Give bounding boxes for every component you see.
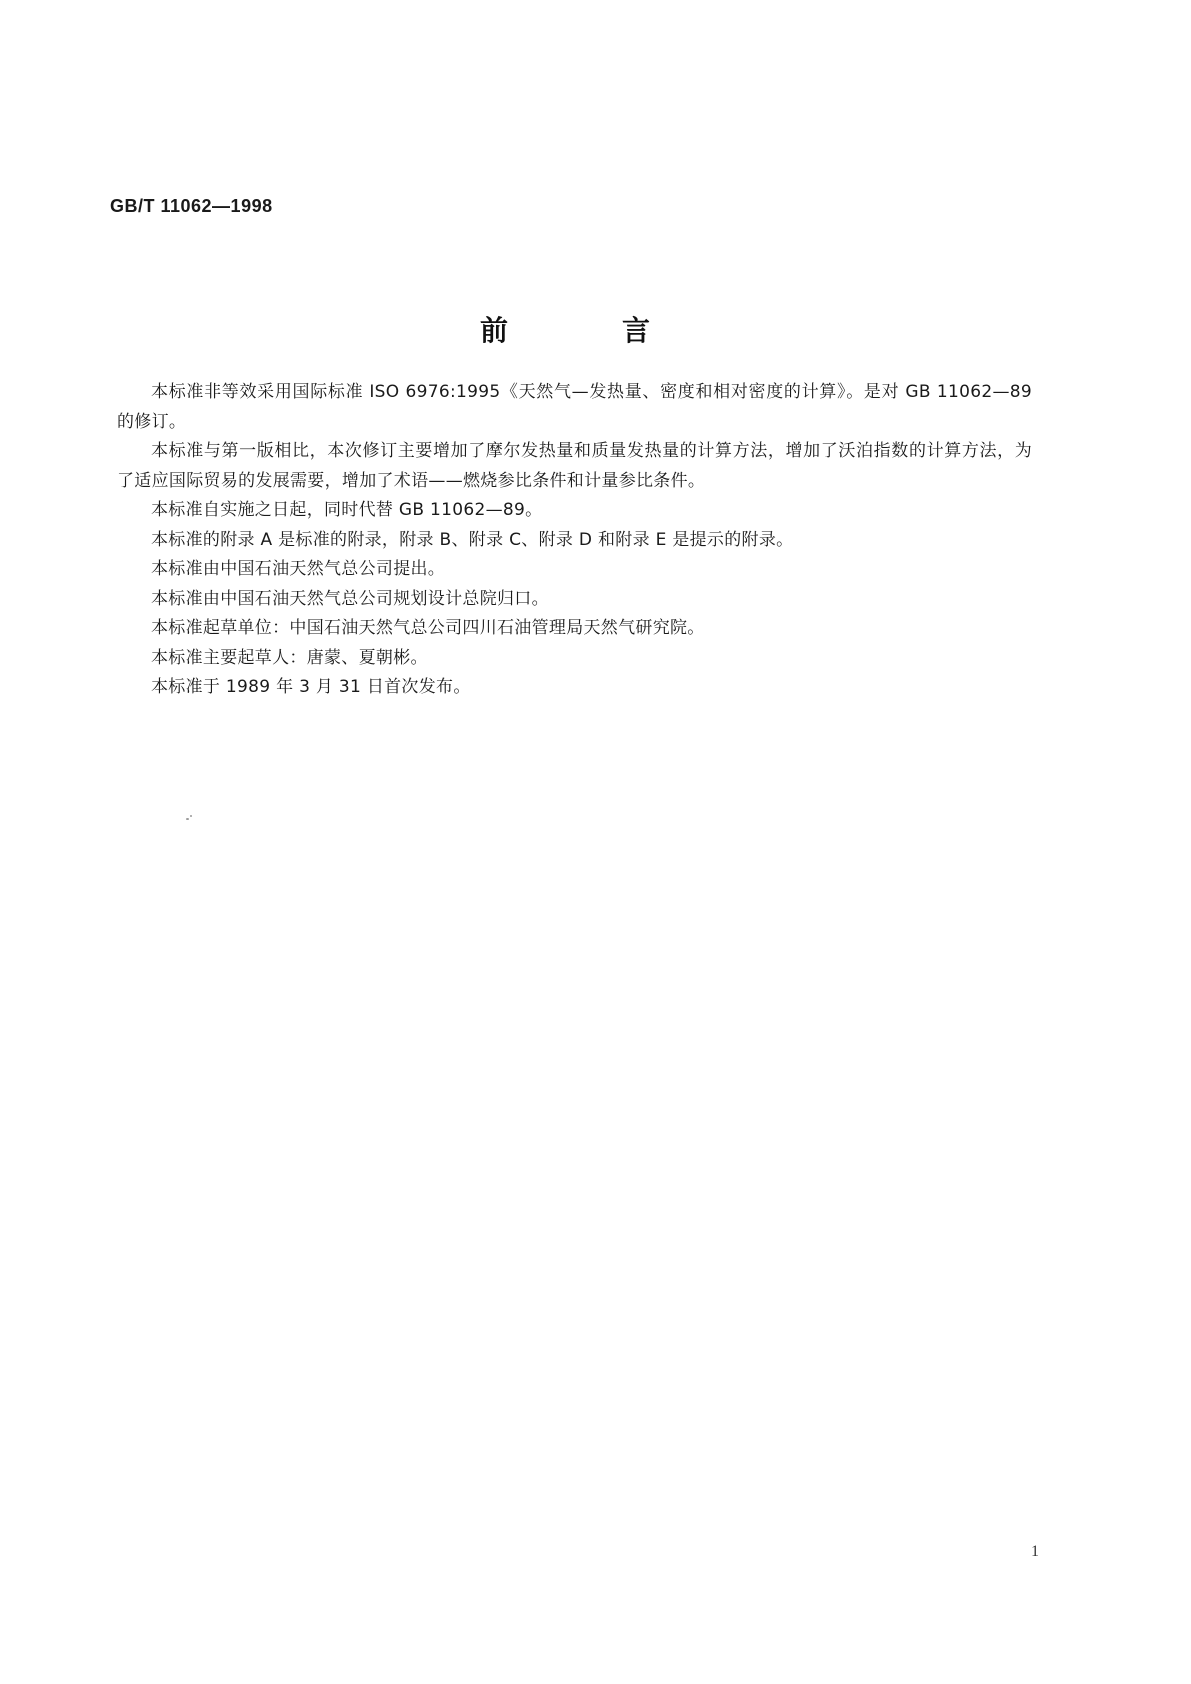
scan-speck — [186, 818, 189, 820]
paragraph-revision-changes: 本标准与第一版相比，本次修订主要增加了摩尔发热量和质量发热量的计算方法，增加了沃泊指数的计算方法，为了适应国际贸易的发展需要，增加了术语——燃烧参比条件和计量参比条件。 — [117, 441, 1032, 491]
page-number: 1 — [1031, 1543, 1039, 1560]
paragraph-responsible-body: 本标准由中国石油天然气总公司规划设计总院归口。 — [151, 588, 549, 609]
paragraph-drafters: 本标准主要起草人：唐蒙、夏朝彬。 — [151, 647, 428, 668]
paragraph-replacement: 本标准自实施之日起，同时代替 GB 11062—89。 — [151, 500, 543, 520]
paragraph-annexes: 本标准的附录 A 是标准的附录，附录 B、附录 C、附录 D 和附录 E 是提示的附录。 — [151, 529, 794, 550]
title-char-left: 前 — [480, 314, 509, 347]
paragraph-proposer: 本标准由中国石油天然气总公司提出。 — [151, 559, 446, 579]
paragraph-first-issue: 本标准于 1989 年 3 月 31 日首次发布。 — [151, 677, 471, 697]
paragraph-adoption: 本标准非等效采用国际标准 ISO 6976:1995《天然气—发热量、密度和相对密度的计算》。是对 GB 11062—89 的修订。 — [117, 382, 1032, 432]
title-char-right: 言 — [621, 314, 650, 347]
page-title — [480, 309, 650, 349]
standard-code: GB/T 11062—1998 — [110, 196, 273, 216]
scan-speck — [190, 815, 192, 817]
foreword-body — [117, 378, 1032, 703]
paragraph-drafting-unit: 本标准起草单位：中国石油天然气总公司四川石油管理局天然气研究院。 — [151, 618, 705, 638]
